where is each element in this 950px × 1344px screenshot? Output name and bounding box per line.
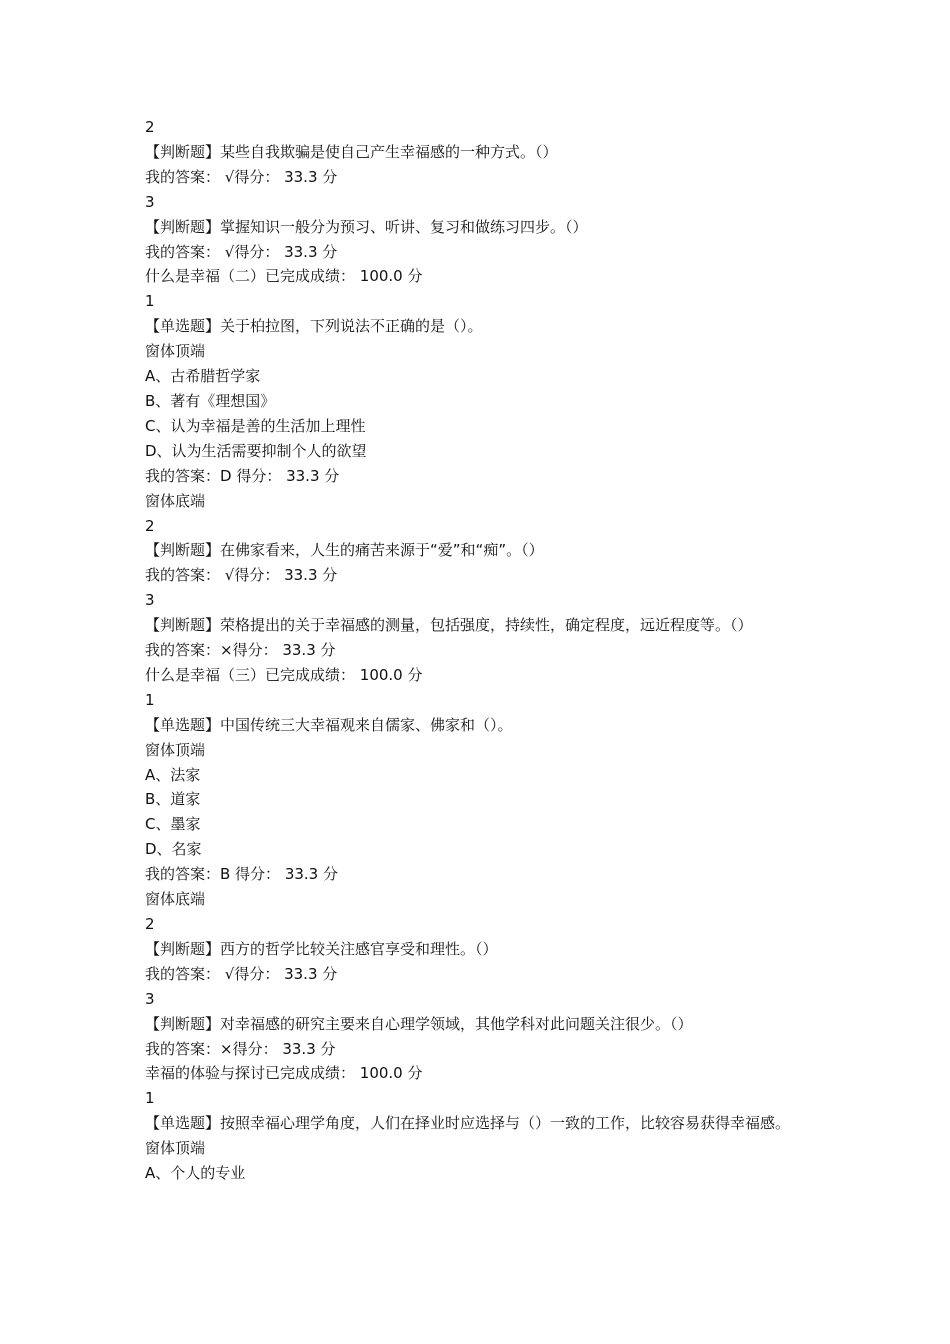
form-bottom-marker: 窗体底端 — [145, 890, 206, 909]
question-number: 2 — [145, 118, 155, 136]
question-number: 1 — [145, 1089, 155, 1108]
option-item: C、墨家 — [145, 815, 201, 834]
answer-score: 我的答案： √得分： 33.3 分 — [145, 167, 338, 186]
question-number: 1 — [145, 690, 155, 709]
question-text: 【单选题】中国传统三大幸福观来自儒家、佛家和（）。 — [145, 715, 513, 734]
answer-score: 我的答案： √得分： 33.3 分 — [145, 566, 338, 585]
answer-score: 我的答案：×得分： 33.3 分 — [145, 1039, 336, 1058]
question-number: 2 — [145, 516, 155, 535]
form-bottom-marker: 窗体底端 — [145, 491, 206, 510]
question-text: 【单选题】关于柏拉图，下列说法不正确的是（）。 — [145, 317, 483, 336]
option-item: B、道家 — [145, 790, 201, 809]
form-top-marker: 窗体顶端 — [145, 740, 206, 759]
option-item: A、个人的专业 — [145, 1164, 246, 1183]
answer-score: 我的答案：D 得分： 33.3 分 — [145, 466, 340, 485]
form-top-marker: 窗体顶端 — [145, 1139, 206, 1158]
option-item: B、著有《理想国》 — [145, 391, 276, 410]
question-number: 2 — [145, 915, 155, 933]
answer-score: 我的答案： √得分： 33.3 分 — [145, 964, 338, 983]
question-text: 【判断题】对幸福感的研究主要来自心理学领域，其他学科对此问题关注很少。（） — [145, 1014, 693, 1033]
option-item: D、名家 — [145, 840, 202, 859]
document-body — [145, 115, 815, 1186]
form-top-marker: 窗体顶端 — [145, 342, 206, 361]
option-item: A、古希腊哲学家 — [145, 367, 261, 386]
answer-score: 我的答案： √得分： 33.3 分 — [145, 242, 338, 261]
option-item: D、认为生活需要抑制个人的欲望 — [145, 441, 367, 460]
section-heading: 什么是幸福（三）已完成成绩： 100.0 分 — [145, 665, 423, 684]
question-text: 【判断题】西方的哲学比较关注感官享受和理性。（） — [145, 939, 498, 958]
question-text: 【判断题】荣格提出的关于幸福感的测量，包括强度，持续性，确定程度，远近程度等。（） — [145, 616, 753, 635]
option-item: C、认为幸福是善的生活加上理性 — [145, 416, 366, 435]
answer-score: 我的答案：B 得分： 33.3 分 — [145, 865, 338, 884]
question-text: 【判断题】掌握知识一般分为预习、听讲、复习和做练习四步。（） — [145, 217, 588, 236]
question-number: 1 — [145, 292, 155, 311]
question-text: 【判断题】某些自我欺骗是使自己产生幸福感的一种方式。（） — [145, 142, 558, 161]
section-heading: 什么是幸福（二）已完成成绩： 100.0 分 — [145, 267, 423, 286]
option-item: A、法家 — [145, 765, 201, 784]
question-number: 3 — [145, 989, 155, 1008]
answer-score: 我的答案：×得分： 33.3 分 — [145, 641, 336, 660]
question-number: 3 — [145, 591, 155, 610]
section-heading: 幸福的体验与探讨已完成成绩： 100.0 分 — [145, 1064, 423, 1083]
question-number: 3 — [145, 192, 155, 211]
question-text: 【判断题】在佛家看来，人生的痛苦来源于“爱”和“痴”。（） — [145, 541, 544, 560]
question-text: 【单选题】按照幸福心理学角度，人们在择业时应选择与（）一致的工作，比较容易获得幸福感。 — [145, 1114, 791, 1133]
